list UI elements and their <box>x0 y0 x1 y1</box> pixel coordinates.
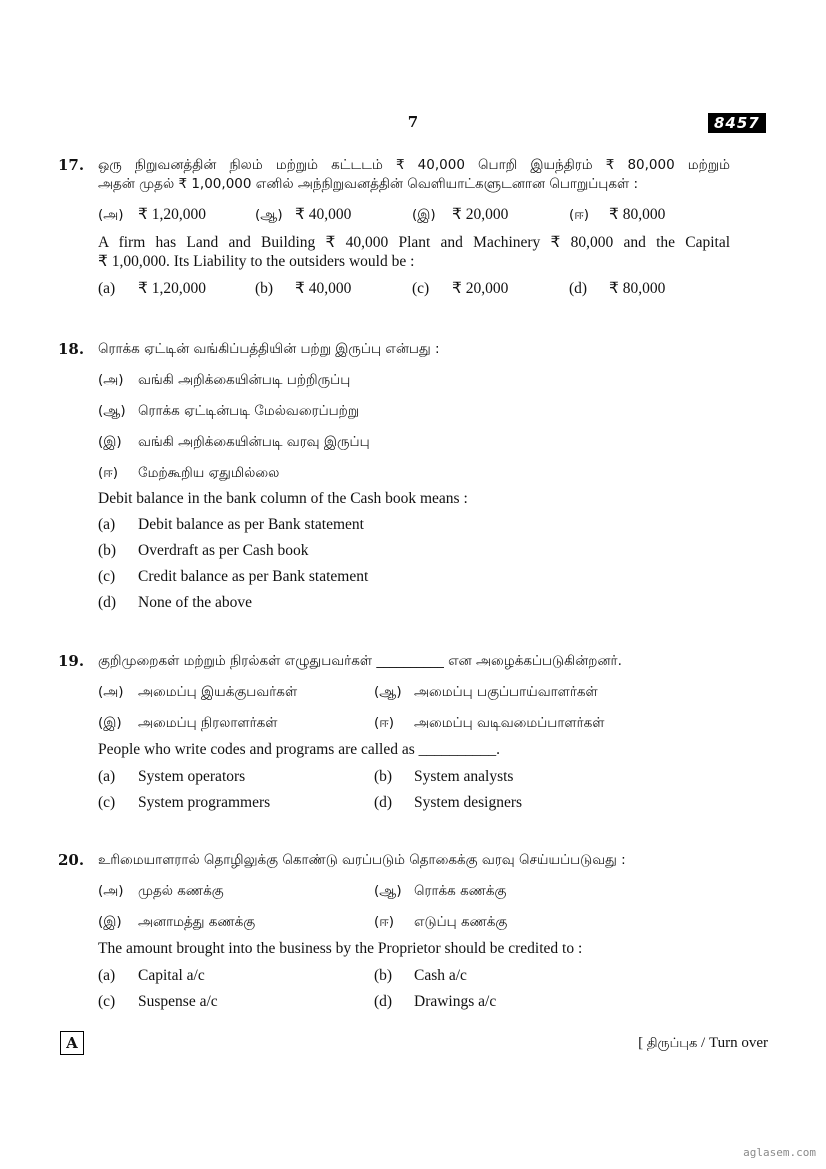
question-20 <box>58 851 730 1011</box>
english-question-line: A firm has Land and Building ₹ 40,000 Plant and Machinery ₹ 80,000 and the Capital <box>98 234 730 251</box>
option-label: (அ) <box>98 207 124 223</box>
option-text: அமைப்பு வடிவமைப்பாளர்கள் <box>414 715 605 731</box>
option-a-tamil <box>98 204 255 225</box>
option-label: (c) <box>98 993 116 1010</box>
option-a <box>98 515 730 534</box>
option-text: ₹ 80,000 <box>609 280 666 297</box>
option-b-tamil <box>255 204 412 225</box>
question-number: 18. <box>58 340 85 358</box>
question-number: 20. <box>58 851 85 869</box>
english-question: People who write codes and programs are called as __________. <box>98 741 501 758</box>
option-label: (ஈ) <box>374 715 395 731</box>
option-label: (d) <box>374 993 393 1010</box>
option-text: ரொக்க கணக்கு <box>414 883 507 899</box>
option-text: ₹ 40,000 <box>295 206 352 223</box>
option-a-tamil <box>98 371 730 390</box>
option-text: அமைப்பு பகுப்பாய்வாளர்கள் <box>414 684 598 700</box>
option-d <box>374 992 650 1011</box>
tamil-options-row <box>98 882 730 901</box>
tamil-options-row <box>98 204 730 225</box>
question-19 <box>58 652 730 812</box>
option-label: (இ) <box>98 715 122 731</box>
option-text: Debit balance as per Bank statement <box>138 516 364 533</box>
option-a-tamil <box>98 882 374 901</box>
option-label: (d) <box>374 794 393 811</box>
option-text: Capital a/c <box>138 967 205 984</box>
option-d <box>569 279 726 298</box>
option-c-tamil <box>98 714 374 733</box>
option-c <box>98 793 374 812</box>
option-label: (c) <box>98 568 116 585</box>
option-c <box>98 567 730 586</box>
question-17 <box>58 156 730 298</box>
option-d-tamil <box>98 464 730 483</box>
option-label: (ஆ) <box>374 684 402 700</box>
option-label: (a) <box>98 516 116 533</box>
turn-over-english: Turn over <box>708 1035 768 1051</box>
option-label: (ஆ) <box>374 883 402 899</box>
question-18 <box>58 340 730 619</box>
tamil-question-line: ஒரு நிறுவனத்தின் நிலம் மற்றும் கட்டடம் ₹ 40,000 பொறி இயந்திரம் ₹ 80,000 மற்றும் <box>98 157 730 173</box>
english-options-row <box>98 279 730 298</box>
option-text: அமைப்பு இயக்குபவர்கள் <box>138 684 298 700</box>
english-question: The amount brought into the business by the Proprietor should be credited to : <box>98 940 583 957</box>
option-b <box>374 966 650 985</box>
option-label: (ஈ) <box>374 914 395 930</box>
tamil-question: ரொக்க ஏட்டின் வங்கிப்பத்தியின் பற்று இருப்பு என்பது : <box>98 341 440 357</box>
option-d-tamil <box>569 204 726 225</box>
option-text: None of the above <box>138 594 253 611</box>
option-label: (ஆ) <box>255 207 283 223</box>
separator: / <box>697 1035 709 1051</box>
option-label: (b) <box>374 967 393 984</box>
option-b-tamil <box>374 882 650 901</box>
option-text: System programmers <box>138 794 271 811</box>
tamil-options-row <box>98 683 730 702</box>
option-label: (a) <box>98 280 116 297</box>
option-a <box>98 279 255 298</box>
tamil-options-row <box>98 714 730 733</box>
option-text: வங்கி அறிக்கையின்படி வரவு இருப்பு <box>138 434 370 450</box>
option-text: ₹ 20,000 <box>452 280 509 297</box>
option-label: (d) <box>569 280 588 297</box>
option-text: ₹ 1,20,000 <box>138 206 206 223</box>
option-label: (அ) <box>98 883 124 899</box>
option-b <box>255 279 412 298</box>
english-question: Debit balance in the bank column of the Cash book means : <box>98 490 468 507</box>
option-label: (d) <box>98 594 117 611</box>
option-d <box>98 593 730 612</box>
option-b-tamil <box>374 683 650 702</box>
option-text: அனாமத்து கணக்கு <box>138 914 256 930</box>
option-text: Cash a/c <box>414 967 467 984</box>
english-options-row <box>98 992 730 1011</box>
option-text: Overdraft as per Cash book <box>138 542 309 559</box>
tamil-options-list <box>98 371 730 483</box>
option-label: (ஆ) <box>98 403 126 419</box>
option-a-tamil <box>98 683 374 702</box>
option-label: (a) <box>98 768 116 785</box>
option-label: (b) <box>255 280 274 297</box>
tamil-options-row <box>98 913 730 932</box>
question-number: 19. <box>58 652 85 670</box>
option-b-tamil <box>98 402 730 421</box>
option-text: System analysts <box>414 768 514 785</box>
page-number: 7 <box>407 113 419 131</box>
option-d-tamil <box>374 913 650 932</box>
english-options-row <box>98 767 730 786</box>
option-text: ₹ 40,000 <box>295 280 352 297</box>
option-text: System designers <box>414 794 523 811</box>
option-text: முதல் கணக்கு <box>138 883 224 899</box>
version-box: A <box>60 1031 84 1055</box>
option-b <box>374 767 650 786</box>
option-text: ₹ 80,000 <box>609 206 666 223</box>
turn-over-note <box>638 1034 768 1053</box>
english-options-list <box>98 515 730 612</box>
option-text: Credit balance as per Bank statement <box>138 568 369 585</box>
option-c-tamil <box>98 913 374 932</box>
tamil-question: உரிமையாளரால் தொழிலுக்கு கொண்டு வரப்படும் தொகைக்கு வரவு செய்யப்படுவது : <box>98 852 626 868</box>
english-options-row <box>98 966 730 985</box>
option-text: வங்கி அறிக்கையின்படி பற்றிருப்பு <box>138 372 351 388</box>
option-c-tamil <box>412 204 569 225</box>
english-options-row <box>98 793 730 812</box>
option-label: (a) <box>98 967 116 984</box>
option-text: மேற்கூறிய ஏதுமில்லை <box>138 465 280 481</box>
option-text: எடுப்பு கணக்கு <box>414 914 508 930</box>
option-text: அமைப்பு நிரலாளர்கள் <box>138 715 278 731</box>
option-label: (c) <box>412 280 430 297</box>
option-label: (அ) <box>98 684 124 700</box>
option-a <box>98 767 374 786</box>
option-a <box>98 966 374 985</box>
option-d <box>374 793 650 812</box>
option-text: ₹ 1,20,000 <box>138 280 206 297</box>
bracket: [ <box>638 1035 647 1051</box>
turn-over-tamil: திருப்புக <box>646 1036 698 1051</box>
option-text: ரொக்க ஏட்டின்படி மேல்வரைப்பற்று <box>138 403 360 419</box>
english-question-line: ₹ 1,00,000. Its Liability to the outsiders would be : <box>98 253 415 270</box>
option-c <box>98 992 374 1011</box>
option-c-tamil <box>98 433 730 452</box>
tamil-question-line: அதன் முதல் ₹ 1,00,000 எனில் அந்நிறுவனத்தின் வெளியாட்களுடனான பொறுப்புகள் : <box>98 176 638 192</box>
option-label: (இ) <box>98 434 122 450</box>
option-text: Drawings a/c <box>414 993 497 1010</box>
option-label: (b) <box>374 768 393 785</box>
paper-code-badge: 8457 <box>708 113 766 133</box>
option-label: (c) <box>98 794 116 811</box>
option-label: (ஈ) <box>569 207 590 223</box>
option-text: Suspense a/c <box>138 993 218 1010</box>
option-c <box>412 279 569 298</box>
option-text: System operators <box>138 768 246 785</box>
option-label: (ஈ) <box>98 465 119 481</box>
option-d-tamil <box>374 714 650 733</box>
option-b <box>98 541 730 560</box>
option-label: (அ) <box>98 372 124 388</box>
option-label: (இ) <box>98 914 122 930</box>
watermark: aglasem.com <box>743 1146 816 1159</box>
tamil-question: குறிமுறைகள் மற்றும் நிரல்கள் எழுதுபவர்கள் __________ என அழைக்கப்படுகின்றனர். <box>98 653 622 669</box>
option-text: ₹ 20,000 <box>452 206 509 223</box>
option-label: (b) <box>98 542 117 559</box>
option-label: (இ) <box>412 207 436 223</box>
question-number: 17. <box>58 156 85 174</box>
